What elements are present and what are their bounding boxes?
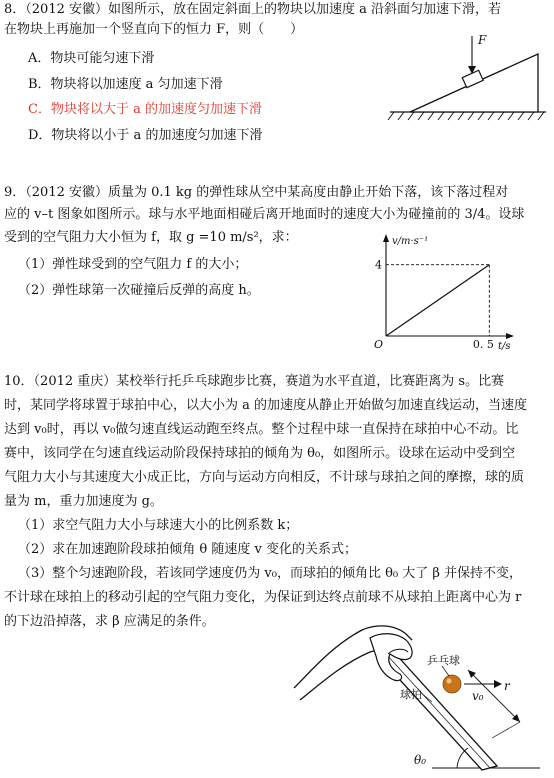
q10-ball [443,675,461,693]
chart-x-tick-label: 0. 5 [472,338,494,351]
q10-stem-line-2: 时，某同学将球置于球拍中心，以大小为 a 的加速度从静止开始做匀加速直线运动，当速度 [4,398,528,413]
q8-option-d: D．物块将以小于 a 的加速度匀加速下滑 [28,128,263,143]
q10-stem-line-3: 达到 v₀时，再以 v₀做匀速直线运动跑至终点。整个过程中球一直保持在球拍中心不动。比 [4,422,519,437]
q8-force-label: F [478,33,487,47]
q8-option-b: B．物块将以加速度 a 匀加速下滑 [28,77,223,92]
q10-part-3-cont-2: 的下边沿掉落，求 β 应满足的条件。 [4,614,215,629]
q10-r-extension [492,722,520,738]
chart-y-tick-label: 4 [375,258,382,272]
q10-stem-line-5: 气阻力大小与其速度大小成正比，方向与运动方向相反，不计球与球拍之间的摩擦，球的质 [4,470,525,485]
q10-ball-label: 乒乓球 [427,654,460,667]
q8-ground-hatch [388,112,544,120]
q10-ball-highlight [447,679,452,684]
chart-series-line [386,265,489,336]
q10-stem-line-1: 10．（2012 重庆）某校举行托乒乓球跑步比赛，赛道为水平直道，比赛距离为 s。比赛 [4,374,505,389]
q8-stem-line-1: 8．（2012 安徽）如图所示，放在固定斜面上的物块以加速度 a 沿斜面匀加速下滑，若 [4,2,502,17]
q9-part-2: （2）弹性球第一次碰撞后反弹的高度 h。 [18,283,260,298]
q8-option-a: A．物块可能匀速下滑 [28,51,155,66]
q10-racket-paddle [380,650,497,770]
q10-arm-lower [300,648,384,700]
q9-stem-line-3: 受到的空气阻力大小恒为 f，取 g =10 m/s²，求： [4,230,298,245]
q10-ball-label-leader [442,666,449,676]
chart-y-axis-label: v/m·s⁻¹ [392,236,429,247]
q9-stem-line-2: 应的 v–t 图象如图所示。球与水平地面相碰后离开地面时的速度大小为碰撞前的 3/4。设球 [4,207,525,222]
chart-origin-label: O [374,338,384,351]
q9-part-1: （1）弹性球受到的空气阻力 f 的大小； [18,257,248,272]
q10-angle-label: θ₀ [414,753,427,767]
q8-option-c: C．物块将以大于 a 的加速度匀加速下滑 [28,102,262,117]
q10-part-1: （1）求空气阻力大小与球速大小的比例系数 k； [18,518,299,533]
q8-incline-figure [388,30,548,122]
chart-x-axis-label: t/s [498,341,511,352]
q10-part-2: （2）求在加速跑阶段球拍倾角 θ 随速度 v 变化的关系式； [18,542,357,557]
q10-racket-face-edge [386,654,490,768]
q8-stem-line-2: 在物块上再施加一个竖直向下的恒力 F，则（ ） [4,22,304,37]
q9-stem-line-1: 9．（2012 安徽）质量为 0.1 kg 的弹性球从空中某高度由静止开始下落，该下落过程对 [4,185,509,200]
q10-velocity-label: v₀ [472,689,484,703]
q10-part-3: （3）整个匀速跑阶段，若该同学速度仍为 v₀，而球拍的倾角比 θ₀ 大了 β 并保持不变， [18,566,523,581]
chart-y-axis-arrowhead [383,234,389,242]
q10-stem-line-6: 量为 m，重力加速度为 g。 [4,494,163,509]
chart-x-axis-arrowhead [506,333,514,339]
q10-part-3-cont-1: 不计球在球拍上的移动引起的空气阻力变化，为保证到达终点前球不从球拍上距离中心为 r [4,590,522,605]
q10-radius-label: r [504,679,510,693]
q10-racket-label: 球拍 [400,688,422,701]
q10-racket-figure [292,618,550,776]
q10-stem-line-4: 赛中，该同学在匀速直线运动阶段保持球拍的倾角为 θ₀，如图所示。设球在运动中受到空 [4,446,516,461]
q10-velocity-arrowhead [494,680,502,688]
q9-vt-chart [368,232,518,350]
